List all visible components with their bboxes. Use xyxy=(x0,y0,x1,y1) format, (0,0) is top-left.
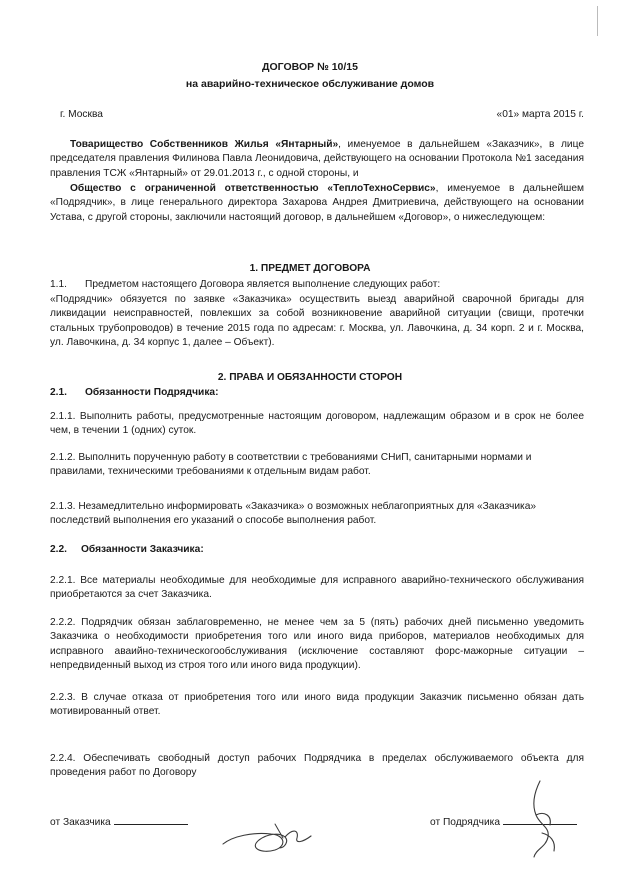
preamble-party1 xyxy=(50,138,584,181)
party2-text: , именуемое в дальнейшем «Подрядчик», в лице генерального директора Захарова Андрея Дмитриевича, действующего на основании Устава, с другой стороны, заключили настоящий договор, в дальнейшем «Договор», о нижеследующем: xyxy=(50,183,584,223)
subsection-2-1-title: Обязанности Подрядчика: xyxy=(85,387,219,398)
clause-2-1-3: 2.1.3. Незамедлительно информировать «Заказчика» о возможных неблагоприятных для «Заказчика» последствий выполнения его указаний о способе выполнения работ. xyxy=(50,501,537,527)
subsection-2-2-number: 2.2. xyxy=(50,544,67,555)
clause-2-2-2: 2.2.2. Подрядчик обязан заблаговременно, не менее чем за 5 (пять) рабочих дней письменно уведомить Заказчика о необходимости приобретения того или иного вида приборов, материалов необходимых для исправного аваийно-техническогообслуживания (исключение составляют форс-мажорные ситуации – непредвиденный выход из строя того или иного вида продукции). xyxy=(50,617,584,672)
customer-signature-line xyxy=(114,815,188,825)
subsection-2-1-number: 2.1. xyxy=(50,387,67,398)
party1-name: Товарищество Собственников Жилья «Янтарный» xyxy=(70,139,339,150)
clause-2-1-2: 2.1.2. Выполнить порученную работу в соответствии с требованиями СНиП, санитарными нормами и правилами, техническими требованиями к отдельным видам работ. xyxy=(50,452,532,478)
section1-heading: 1. ПРЕДМЕТ ДОГОВОРА xyxy=(249,263,371,274)
clause-1-1-body: «Подрядчик» обязуется по заявке «Заказчика» осуществить выезд аварийной сварочной бригады для ликвидации неисправностей, повлекших за собой возникновение аварийной ситуации (свищи, протечки стальных трубопроводов) в течение 2015 года по адресам: г. Москва, ул. Лавочкина, д. 34 корп. 2 и г. Москва, ул. Лавочкина, д. 34 корпус 1, далее – Объект). xyxy=(50,294,584,349)
contractor-label: от Подрядчика xyxy=(430,817,501,828)
party1-text: , именуемое в дальнейшем «Заказчик», в лице председателя правления Филинова Павла Леонидовича, действующего на основании Протокола №1 заседания правления ТСЖ «Янтарный» от 29.01.2013 г., с одной стороны, и xyxy=(50,139,584,179)
clause-1-1-number: 1.1. xyxy=(50,279,67,290)
document-title: ДОГОВОР № 10/15 xyxy=(262,61,358,73)
city: г. Москва xyxy=(60,109,103,120)
document-subtitle: на аварийно-техническое обслуживание домов xyxy=(185,78,435,90)
customer-handwritten-signature xyxy=(215,810,325,860)
party2-name: Общество с ограниченной ответственностью «ТеплоТехноСервис» xyxy=(70,183,436,194)
clause-2-1-1: 2.1.1. Выполнить работы, предусмотренные настоящим договором, надлежащим образом и в срок не более чем, в течении 1 (одних) суток. xyxy=(50,411,584,437)
clause-2-2-1: 2.2.1. Все материалы необходимые для необходимые для исправного аварийно-технического обслуживания приобретаются за счет Заказчика. xyxy=(50,575,584,601)
contract-date: «01» марта 2015 г. xyxy=(496,109,584,120)
contractor-handwritten-signature xyxy=(520,775,570,865)
clause-2-2-4: 2.2.4. Обеспечивать свободный доступ рабочих Подрядчика в пределах обслуживаемого объекта для проведения работ по Договору xyxy=(50,753,584,779)
clause-1-1-lead: Предметом настоящего Договора является выполнение следующих работ: xyxy=(85,279,441,290)
clause-2-2-3: 2.2.3. В случае отказа от приобретения того или иного вида продукции Заказчик письменно обязан дать мотивированный ответ. xyxy=(50,692,584,718)
preamble-party2 xyxy=(50,182,584,225)
signature-customer xyxy=(50,815,188,830)
section2-heading: 2. ПРАВА И ОБЯЗАННОСТИ СТОРОН xyxy=(217,372,403,383)
subsection-2-2 xyxy=(50,543,204,557)
customer-label: от Заказчика xyxy=(50,817,111,828)
page-edge-line xyxy=(597,6,598,36)
subsection-2-2-title: Обязанности Заказчика: xyxy=(81,544,204,555)
subsection-2-1 xyxy=(50,386,218,400)
clause-1-1 xyxy=(50,278,584,292)
